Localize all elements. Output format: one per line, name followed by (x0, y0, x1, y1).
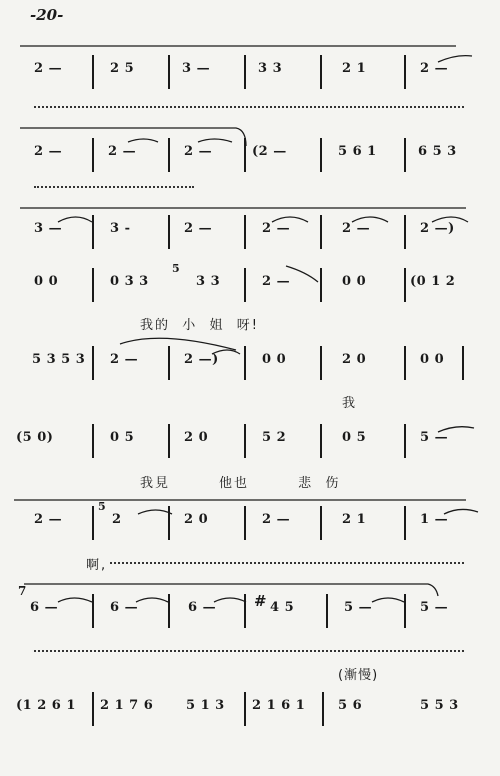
measure-6: 2 —) (420, 221, 455, 236)
measure-4: 2 — (262, 274, 291, 289)
measure-5: 2 — (342, 221, 371, 236)
measure-3: 3 — (182, 61, 211, 76)
measure-3: 2 0 (184, 512, 209, 527)
barline (168, 215, 170, 249)
page-number: -20- (30, 6, 64, 24)
staff-system-3 (0, 215, 500, 249)
measure-6: 5 5 3 (420, 698, 459, 713)
measure-1: (5 0) (16, 430, 54, 445)
measure-5: 5 — (344, 600, 373, 615)
barline (92, 215, 94, 249)
barline (92, 506, 94, 540)
measure-4: 2 — (262, 512, 291, 527)
measure-2: 0 5 (110, 430, 135, 445)
dotted-separator (110, 562, 464, 564)
barline (92, 346, 94, 380)
barline (244, 215, 246, 249)
barline (168, 424, 170, 458)
measure-5: 5 6 (338, 698, 363, 713)
barline (404, 138, 406, 172)
barline (404, 424, 406, 458)
lyrics-line: 我的 小 姐 呀! (140, 318, 260, 333)
measure-3: 2 — (184, 144, 213, 159)
measure-6: 2 — (420, 61, 449, 76)
measure-2: 2 — (108, 144, 137, 159)
measure-4: 2 1 6 1 (252, 698, 306, 713)
barline (244, 506, 246, 540)
measure-4: 3 3 (258, 61, 283, 76)
dotted-separator (34, 106, 464, 108)
barline (244, 138, 246, 172)
barline (92, 594, 94, 628)
measure-4: 0 0 (262, 352, 287, 367)
measure-5: 0 5 (342, 430, 367, 445)
measure-6: 6 5 3 (418, 144, 457, 159)
barline (326, 594, 328, 628)
measure-1: 2 — (34, 61, 63, 76)
barline (92, 138, 94, 172)
tempo-marking: (漸慢) (338, 668, 379, 683)
barline (168, 55, 170, 89)
barline (244, 346, 246, 380)
measure-2: 2 — (110, 352, 139, 367)
staff-system-1 (0, 55, 500, 89)
measure-3: 2 — (184, 221, 213, 236)
measure-3: 5 1 3 (186, 698, 225, 713)
measure-1: 3 — (34, 221, 63, 236)
measure-2: 3 - (110, 221, 131, 236)
measure-5: 0 0 (342, 274, 367, 289)
measure-3: 6 — (188, 600, 217, 615)
measure-2: 2 5 (110, 61, 135, 76)
measure-2: 6 — (110, 600, 139, 615)
barline (404, 215, 406, 249)
measure-2: 0 3 3 (110, 274, 149, 289)
dotted-separator (34, 186, 194, 188)
barline (320, 55, 322, 89)
barline (92, 268, 94, 302)
barline (322, 692, 324, 726)
barline (320, 346, 322, 380)
sharp-sign: # (254, 592, 267, 610)
measure-6: 5 — (420, 600, 449, 615)
measure-1: (1 2 6 1 (16, 698, 76, 713)
barline (244, 424, 246, 458)
dotted-separator (34, 650, 464, 652)
staff-system-9 (0, 692, 500, 726)
grace-note: 7 (18, 584, 27, 598)
measure-4: 5 2 (262, 430, 287, 445)
measure-4: (2 — (252, 144, 287, 159)
measure-6: 5 — (420, 430, 449, 445)
barline (320, 506, 322, 540)
lyrics-line: 我 (342, 396, 358, 411)
barline (404, 506, 406, 540)
barline (92, 692, 94, 726)
barline (168, 346, 170, 380)
barline (320, 215, 322, 249)
staff-system-2 (0, 138, 500, 172)
measure-3: 3 3 (196, 274, 221, 289)
barline (404, 268, 406, 302)
measure-2: 2 (112, 512, 122, 527)
barline (320, 424, 322, 458)
measure-5: 2 1 (342, 61, 367, 76)
barline (168, 594, 170, 628)
barline (168, 506, 170, 540)
staff-system-6 (0, 424, 500, 458)
measure-3: 2 —) (184, 352, 219, 367)
barline (244, 692, 246, 726)
measure-6: 1 — (420, 512, 449, 527)
barline (320, 138, 322, 172)
staff-system-5 (0, 346, 500, 380)
measure-6: 0 0 (420, 352, 445, 367)
barline (244, 594, 246, 628)
grace-note: 5 (172, 262, 180, 275)
staff-system-4 (0, 262, 500, 302)
barline (168, 138, 170, 172)
measure-3: 2 0 (184, 430, 209, 445)
measure-5: 2 0 (342, 352, 367, 367)
measure-1: 6 — (30, 600, 59, 615)
staff-system-8 (0, 584, 500, 628)
measure-6: (0 1 2 (410, 274, 456, 289)
measure-1: 0 0 (34, 274, 59, 289)
measure-4: 4 5 (270, 600, 295, 615)
barline (462, 346, 464, 380)
measure-2: 2 1 7 6 (100, 698, 154, 713)
barline (320, 268, 322, 302)
barline (92, 424, 94, 458)
staff-system-7 (0, 500, 500, 540)
barline (92, 55, 94, 89)
measure-5: 5 6 1 (338, 144, 377, 159)
barline (404, 55, 406, 89)
measure-4: 2 — (262, 221, 291, 236)
measure-5: 2 1 (342, 512, 367, 527)
lyrics-line: 啊, (86, 558, 108, 573)
barline (404, 346, 406, 380)
grace-note: 5 (98, 500, 106, 513)
measure-1: 2 — (34, 512, 63, 527)
lyrics-line: 我見 他也 悲 伤 (140, 476, 341, 491)
measure-1: 5 3 5 3 (32, 352, 86, 367)
measure-1: 2 — (34, 144, 63, 159)
barline (404, 594, 406, 628)
barline (244, 268, 246, 302)
barline (244, 55, 246, 89)
